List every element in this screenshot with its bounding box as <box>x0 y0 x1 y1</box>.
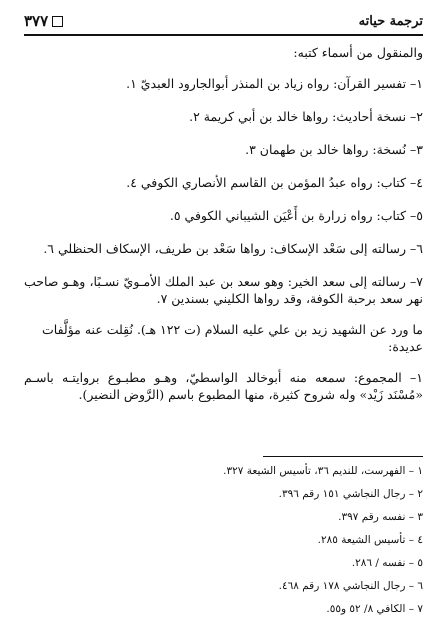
header-divider <box>24 34 423 36</box>
main-text <box>24 44 423 417</box>
book-item: ٥– كتاب: رواه زرارة بن أَعْيَن الشيباني الكوفي ٥. <box>169 208 423 223</box>
page-header <box>24 8 423 34</box>
footnote: ٣ – نفسه رقم ٣٩٧. <box>338 511 423 523</box>
zaid-section-intro: ما ورد عن الشهيد زيد بن علي عليه السلام (ت ١٢٢ هـ). نُقِلت عنه مؤلَّفات عديدة: <box>42 322 423 354</box>
footnote-divider <box>263 456 423 457</box>
footnote: ٥ – نفسه / ٢٨٦. <box>351 557 423 569</box>
page-number-text: ٣٧٧ <box>24 12 49 30</box>
book-item: ٣– نُسخة: رواها خالد بن طهمان ٣. <box>245 142 423 157</box>
zaid-book-item: ١– المجموع: سمعه منه أبوخالد الواسطيّ، وهـو مطبـوع بروايتـه باسـم «مُسْنَد زَيْد» وله شروح كثيرة، منها المطبوع باسم (الرَّوض النضير). <box>24 370 423 402</box>
book-item: ٤– كتاب: رواه عبدُ المؤمن بن القاسم الأنصاري الكوفي ٤. <box>126 175 423 190</box>
footnote: ٧ – الكافي ٨/ ٥٢ و٥٥. <box>326 603 423 615</box>
book-item: ٧– رسالته إلى سعد الخير: وهو سعد بن عبد الملك الأمـويّ نسـبًا، وهـو صاحب نهر سعد برحبة الكوفة، وقد رواها الكليني بسندين ٧. <box>24 274 423 306</box>
footnote: ٤ – تأسيس الشيعة ٢٨٥. <box>317 534 423 546</box>
book-item: ٦– رسالته إلى سَعْد الإسكاف: رواها سَعْد بن طريف، الإسكاف الحنظلي ٦. <box>43 241 423 256</box>
book-item: ٢– نسخة أحاديث: رواها خالد بن أبي كريمة ٢. <box>189 109 423 124</box>
footnotes <box>24 464 423 625</box>
page-number <box>24 12 63 30</box>
book-item: ١– تفسير القرآن: رواه زياد بن المنذر أبوالجارود العبديّ ١. <box>126 76 423 91</box>
square-icon <box>52 16 63 27</box>
footnote: ٢ – رجال النجاشي ١٥١ رقم ٣٩٦. <box>278 488 423 500</box>
section-intro: والمنقول من أسماء كتبه: <box>293 45 423 60</box>
footnote: ١ – الفهرست، للنديم ٣٦، تأسيس الشيعة ٣٢٧. <box>223 465 423 477</box>
footnote: ٦ – رجال النجاشي ١٧٨ رقم ٤٦٨. <box>278 580 423 592</box>
running-title: ترجمة حياته <box>358 13 423 29</box>
